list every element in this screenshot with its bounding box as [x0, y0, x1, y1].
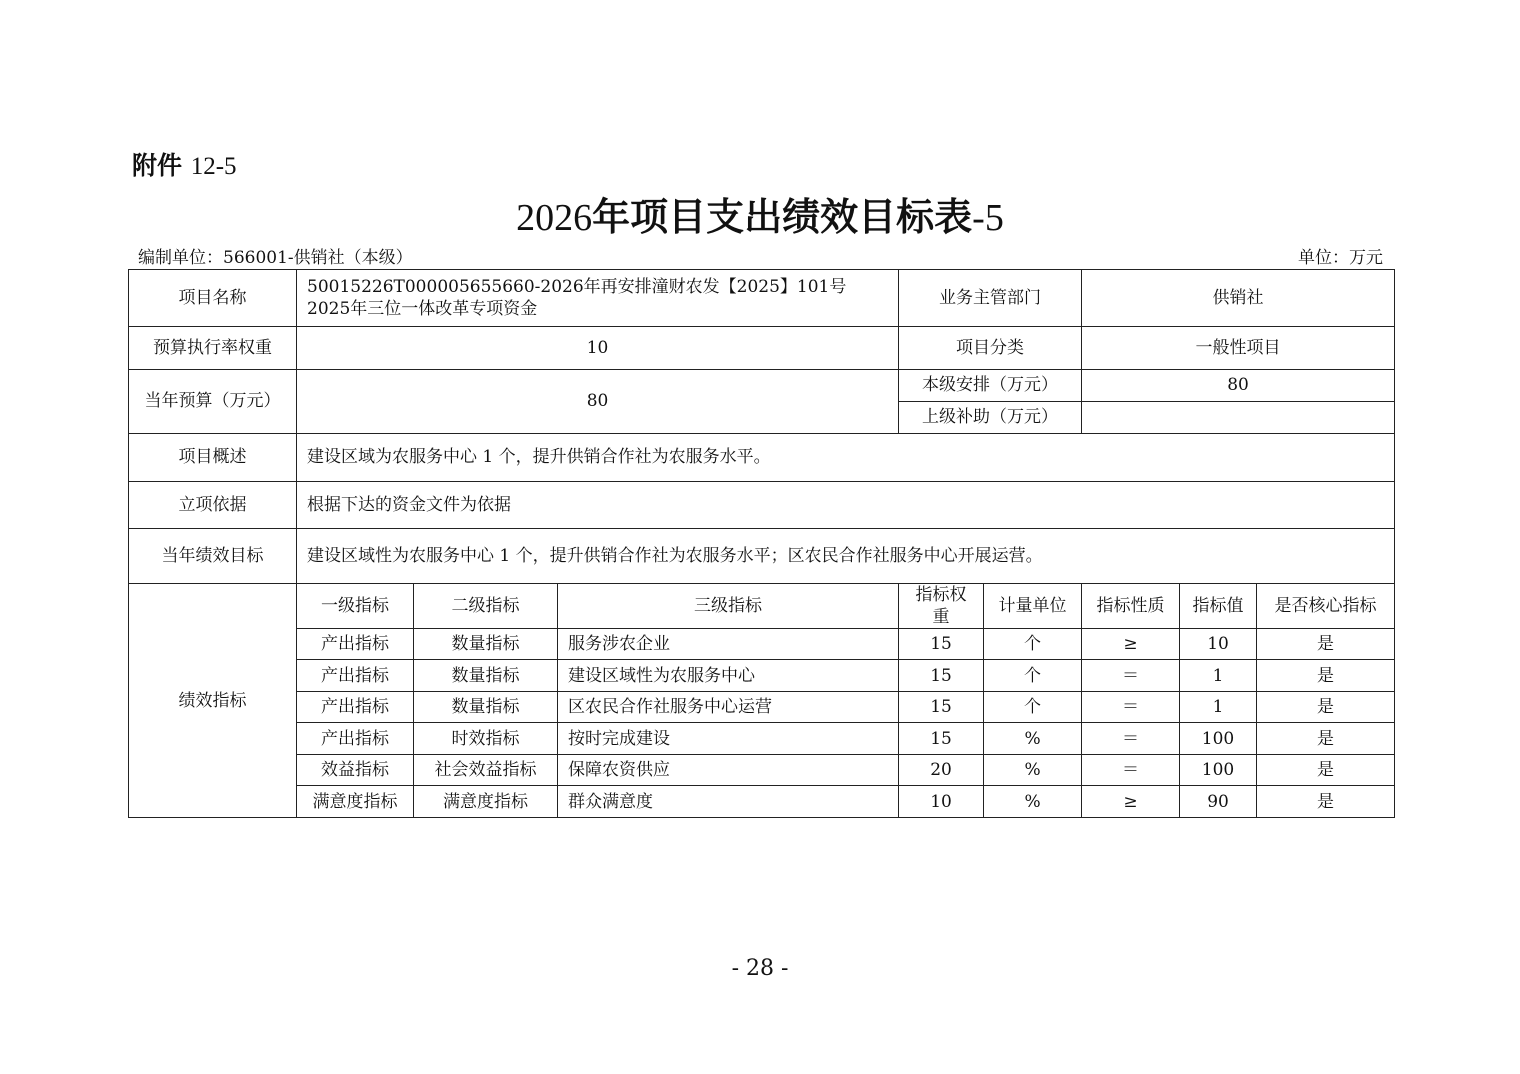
row-value: 1: [1180, 660, 1257, 692]
category-label: 项目分类: [899, 327, 1082, 370]
row-level3: 群众满意度: [558, 786, 899, 818]
row-nature: ≥: [1082, 629, 1180, 660]
upper-subsidy-value: [1082, 402, 1395, 434]
row-weight: 15: [899, 629, 984, 660]
row-level3: 建设区域性为农服务中心: [558, 660, 899, 692]
row-level2: 时效指标: [414, 723, 558, 755]
row-level2: 数量指标: [414, 629, 558, 660]
table-row: [129, 786, 1395, 818]
row-level3: 保障农资供应: [558, 755, 899, 786]
row-core: 是: [1257, 692, 1395, 723]
row-value: 1: [1180, 692, 1257, 723]
budget-label: 当年预算（万元）: [129, 370, 297, 434]
table-row: [129, 723, 1395, 755]
row-level3: 按时完成建设: [558, 723, 899, 755]
row-core: 是: [1257, 660, 1395, 692]
row-value: 100: [1180, 755, 1257, 786]
col-nature: 指标性质: [1082, 584, 1180, 629]
row-level2: 数量指标: [414, 660, 558, 692]
title-year: 2026: [516, 197, 593, 239]
currency-unit: 单位：万元: [1298, 248, 1383, 268]
exec-rate-value: 10: [297, 327, 899, 370]
compiler-unit: 编制单位：566001-供销社（本级）: [138, 248, 413, 268]
row-level1: 满意度指标: [297, 786, 414, 818]
overview-label: 项目概述: [129, 434, 297, 482]
dept-value: 供销社: [1082, 270, 1395, 327]
row-core: 是: [1257, 723, 1395, 755]
budget-value: 80: [297, 370, 899, 434]
row-weight: 20: [899, 755, 984, 786]
row-level3: 服务涉农企业: [558, 629, 899, 660]
basis-label: 立项依据: [129, 482, 297, 529]
row-value: 100: [1180, 723, 1257, 755]
row-core: 是: [1257, 755, 1395, 786]
goal-value: 建设区域性为农服务中心 1 个，提升供销合作社为农服务水平；区农民合作社服务中心开展运营。: [297, 529, 1395, 584]
row-level1: 产出指标: [297, 629, 414, 660]
row-level2: 满意度指标: [414, 786, 558, 818]
row-level3: 区农民合作社服务中心运营: [558, 692, 899, 723]
row-nature: ≥: [1082, 786, 1180, 818]
row-value: 10: [1180, 629, 1257, 660]
table-row: [129, 629, 1395, 660]
col-level3: 三级指标: [558, 584, 899, 629]
title-suffix: -5: [972, 197, 1004, 239]
table-row: [129, 660, 1395, 692]
performance-table: [128, 269, 1395, 818]
page-title: [0, 186, 1520, 241]
row-weight: 15: [899, 660, 984, 692]
col-unit: 计量单位: [984, 584, 1082, 629]
local-arrangement-label: 本级安排（万元）: [899, 370, 1082, 402]
attachment-label: 附件 12-5: [132, 151, 237, 180]
row-weight: 15: [899, 692, 984, 723]
row-level1: 产出指标: [297, 660, 414, 692]
col-value: 指标值: [1180, 584, 1257, 629]
row-level1: 产出指标: [297, 723, 414, 755]
row-level1: 效益指标: [297, 755, 414, 786]
row-nature: ＝: [1082, 660, 1180, 692]
category-value: 一般性项目: [1082, 327, 1395, 370]
row-unit: %: [984, 786, 1082, 818]
row-core: 是: [1257, 629, 1395, 660]
row-unit: 个: [984, 692, 1082, 723]
table-row: [129, 755, 1395, 786]
row-weight: 10: [899, 786, 984, 818]
row-level1: 产出指标: [297, 692, 414, 723]
row-unit: %: [984, 755, 1082, 786]
row-weight: 15: [899, 723, 984, 755]
title-text: 年项目支出绩效目标表: [592, 195, 973, 239]
col-weight: 指标权重: [899, 584, 984, 629]
col-level2: 二级指标: [414, 584, 558, 629]
row-nature: ＝: [1082, 755, 1180, 786]
row-unit: 个: [984, 660, 1082, 692]
exec-rate-label: 预算执行率权重: [129, 327, 297, 370]
local-arrangement-value: 80: [1082, 370, 1395, 402]
basis-value: 根据下达的资金文件为依据: [297, 482, 1395, 529]
row-level2: 数量指标: [414, 692, 558, 723]
upper-subsidy-label: 上级补助（万元）: [899, 402, 1082, 434]
dept-label: 业务主管部门: [899, 270, 1082, 327]
col-level1: 一级指标: [297, 584, 414, 629]
col-core: 是否核心指标: [1257, 584, 1395, 629]
indicators-label: 绩效指标: [129, 584, 297, 818]
project-name-value: 50015226T000005655660-2026年再安排潼财农发【2025】101号2025年三位一体改革专项资金: [297, 270, 899, 327]
row-unit: %: [984, 723, 1082, 755]
row-nature: ＝: [1082, 692, 1180, 723]
row-nature: ＝: [1082, 723, 1180, 755]
row-value: 90: [1180, 786, 1257, 818]
goal-label: 当年绩效目标: [129, 529, 297, 584]
attachment-number: 12-5: [190, 153, 237, 180]
row-unit: 个: [984, 629, 1082, 660]
project-name-label: 项目名称: [129, 270, 297, 327]
table-row: [129, 692, 1395, 723]
row-level2: 社会效益指标: [414, 755, 558, 786]
overview-value: 建设区域为农服务中心 1 个，提升供销合作社为农服务水平。: [297, 434, 1395, 482]
page-number: - 28 -: [731, 956, 789, 981]
row-core: 是: [1257, 786, 1395, 818]
indicator-header-row: [129, 584, 1395, 629]
